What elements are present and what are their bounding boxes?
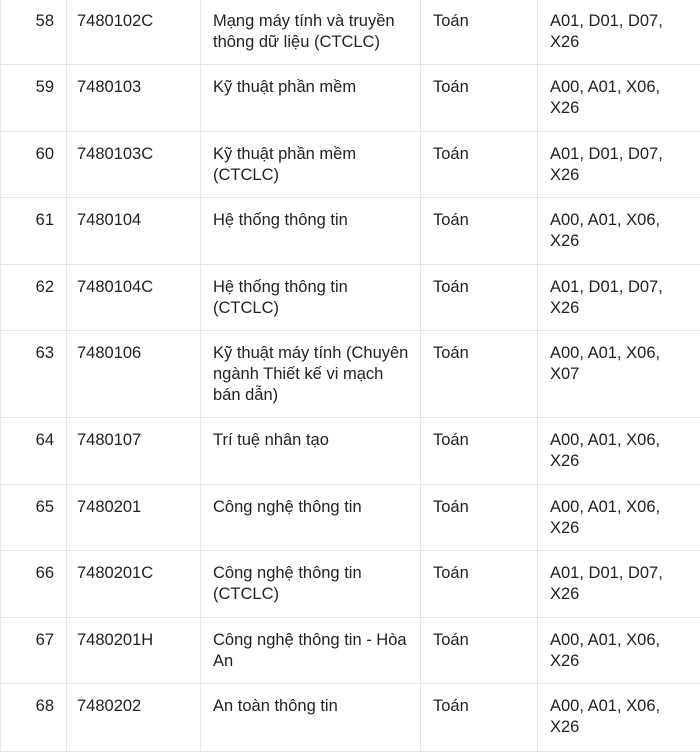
major-name: Trí tuệ nhân tạo: [201, 418, 421, 485]
major-code: 7480102C: [67, 0, 201, 65]
major-code: 7480201: [67, 485, 201, 551]
table-row: [1, 485, 700, 551]
row-number: 64: [1, 418, 67, 485]
priority-subject: Toán: [421, 684, 538, 752]
table-row: [1, 331, 700, 418]
row-number: 59: [1, 65, 67, 132]
major-name: Công nghệ thông tin: [201, 485, 421, 551]
major-name: Hệ thống thông tin (CTCLC): [201, 265, 421, 331]
major-name: Hệ thống thông tin: [201, 198, 421, 265]
subject-combinations: A00, A01, X06, X26: [538, 618, 700, 684]
priority-subject: Toán: [421, 551, 538, 618]
priority-subject: Toán: [421, 331, 538, 418]
table-row: [1, 0, 700, 65]
subject-combinations: A01, D01, D07, X26: [538, 551, 700, 618]
table-row: [1, 418, 700, 485]
major-name: Kỹ thuật máy tính (Chuyên ngành Thiết kế vi mạch bán dẫn): [201, 331, 421, 418]
row-number: 61: [1, 198, 67, 265]
priority-subject: Toán: [421, 132, 538, 198]
major-name: Công nghệ thông tin (CTCLC): [201, 551, 421, 618]
row-number: 60: [1, 132, 67, 198]
priority-subject: Toán: [421, 0, 538, 65]
row-number: 68: [1, 684, 67, 752]
priority-subject: Toán: [421, 65, 538, 132]
row-number: 67: [1, 618, 67, 684]
major-code: 7480202: [67, 684, 201, 752]
subject-combinations: A00, A01, X06, X26: [538, 418, 700, 485]
major-code: 7480103C: [67, 132, 201, 198]
table-row: [1, 65, 700, 132]
row-number: 63: [1, 331, 67, 418]
subject-combinations: A00, A01, X06, X07: [538, 331, 700, 418]
major-code: 7480104: [67, 198, 201, 265]
priority-subject: Toán: [421, 265, 538, 331]
major-code: 7480104C: [67, 265, 201, 331]
major-code: 7480103: [67, 65, 201, 132]
table-row: [1, 618, 700, 684]
table-row: [1, 198, 700, 265]
major-name: Công nghệ thông tin - Hòa An: [201, 618, 421, 684]
subject-combinations: A00, A01, X06, X26: [538, 684, 700, 752]
priority-subject: Toán: [421, 198, 538, 265]
subject-combinations: A00, A01, X06, X26: [538, 485, 700, 551]
subject-combinations: A00, A01, X06, X26: [538, 65, 700, 132]
priority-subject: Toán: [421, 418, 538, 485]
subject-combinations: A00, A01, X06, X26: [538, 198, 700, 265]
major-code: 7480201C: [67, 551, 201, 618]
major-code: 7480201H: [67, 618, 201, 684]
row-number: 66: [1, 551, 67, 618]
major-name: Mạng máy tính và truyền thông dữ liệu (CTCLC): [201, 0, 421, 65]
row-number: 58: [1, 0, 67, 65]
major-name: Kỹ thuật phần mềm (CTCLC): [201, 132, 421, 198]
table-row: [1, 265, 700, 331]
subject-combinations: A01, D01, D07, X26: [538, 132, 700, 198]
priority-subject: Toán: [421, 485, 538, 551]
major-code: 7480106: [67, 331, 201, 418]
major-name: An toàn thông tin: [201, 684, 421, 752]
subject-combinations: A01, D01, D07, X26: [538, 265, 700, 331]
row-number: 62: [1, 265, 67, 331]
table-row: [1, 132, 700, 198]
major-name: Kỹ thuật phần mềm: [201, 65, 421, 132]
table-row: [1, 684, 700, 752]
priority-subject: Toán: [421, 618, 538, 684]
subject-combinations: A01, D01, D07, X26: [538, 0, 700, 65]
row-number: 65: [1, 485, 67, 551]
table-row: [1, 551, 700, 618]
major-code: 7480107: [67, 418, 201, 485]
